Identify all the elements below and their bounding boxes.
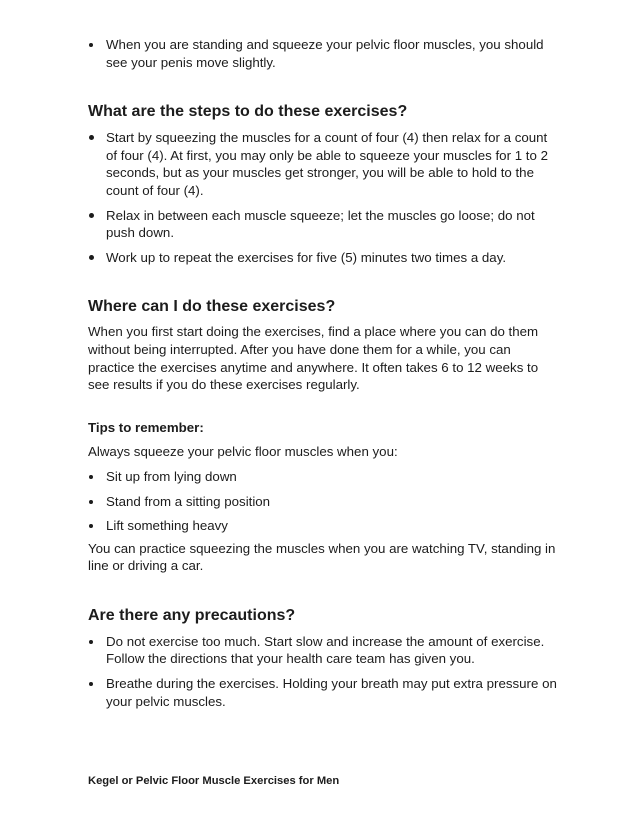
- bullet-icon: [89, 640, 93, 644]
- bullet-icon: [89, 43, 93, 47]
- where-paragraph: When you first start doing the exercises, find a place where you can do them without being interrupted. After you have done them for a while, you can practice the exercises anytime and anywhere. It often takes 6 to 12 weeks to see results if you do these exercises regularly.: [88, 324, 539, 393]
- steps-heading: What are the steps to do these exercises?: [88, 103, 408, 121]
- list-item: [88, 633, 558, 668]
- list-item-text: Stand from a sitting position: [106, 493, 271, 509]
- list-item-text: Start by squeezing the muscles for a count of four (4) then relax for a count of four (4). At first, you may only be able to squeeze your muscles for 1 to 2 seconds, but as your muscles get stronger, you will be able to hold to the count of four (4).: [106, 130, 548, 198]
- precautions-heading: Are there any precautions?: [88, 606, 296, 624]
- list-item-text: Do not exercise too much. Start slow and increase the amount of exercise. Follow the directions that your health care team has given you.: [106, 633, 545, 667]
- bullet-icon: [89, 213, 94, 218]
- bullet-icon: [89, 135, 94, 140]
- tips-lead: Always squeeze your pelvic floor muscles when you:: [88, 444, 398, 460]
- tips-bullet-list: [88, 468, 558, 535]
- steps-bullet-list: [88, 129, 558, 266]
- bullet-icon: [89, 682, 93, 686]
- list-item: [88, 675, 558, 710]
- bullet-icon: [89, 475, 93, 479]
- list-item-text: Work up to repeat the exercises for five (5) minutes two times a day.: [106, 249, 507, 265]
- list-item: [88, 129, 558, 199]
- list-item: [88, 207, 558, 242]
- list-item-text: Breathe during the exercises. Holding your breath may put extra pressure on your pelvic muscles.: [106, 676, 557, 709]
- document-page: [88, 36, 558, 710]
- precautions-bullet-list: [88, 633, 558, 710]
- page-footer: Kegel or Pelvic Floor Muscle Exercises for Men: [88, 775, 340, 787]
- bullet-icon: [89, 255, 94, 260]
- list-item: [88, 36, 558, 71]
- list-item-text: Lift something heavy: [106, 518, 228, 534]
- intro-bullet-list: [88, 36, 558, 71]
- list-item: [88, 493, 558, 511]
- tips-closing: You can practice squeezing the muscles when you are watching TV, standing in line or driving a car.: [88, 540, 556, 574]
- list-item-text: Sit up from lying down: [106, 468, 237, 484]
- bullet-icon: [89, 500, 93, 504]
- list-item-text: When you are standing and squeeze your pelvic floor muscles, you should see your penis move slightly.: [106, 37, 544, 70]
- list-item-text: Relax in between each muscle squeeze; let the muscles go loose; do not push down.: [106, 207, 535, 241]
- bullet-icon: [89, 524, 93, 528]
- list-item: [88, 468, 558, 486]
- list-item: [88, 249, 558, 267]
- where-heading: Where can I do these exercises?: [88, 298, 336, 316]
- list-item: [88, 517, 558, 535]
- tips-title: Tips to remember:: [88, 419, 204, 435]
